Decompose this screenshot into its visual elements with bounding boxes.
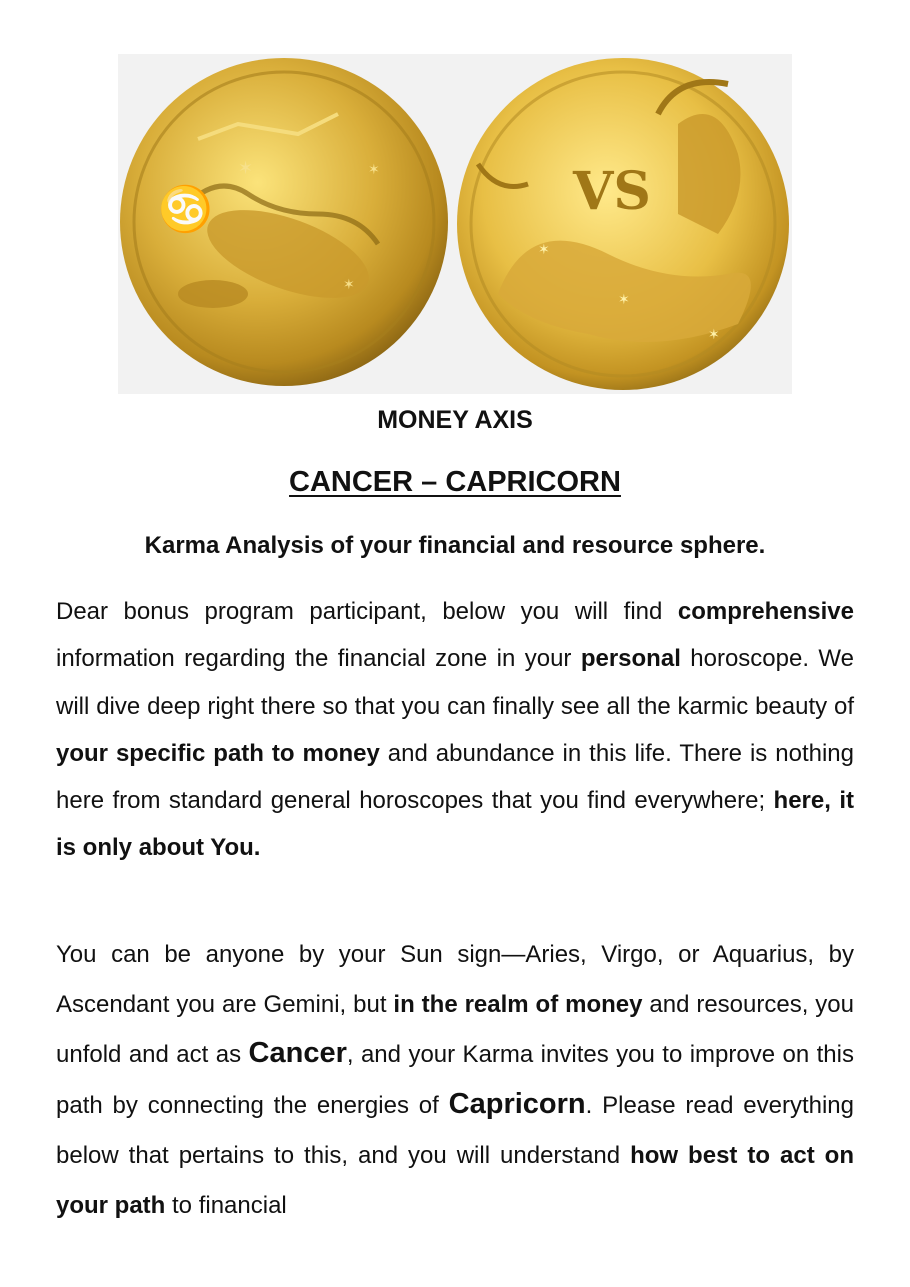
text-run: Dear bonus program participant, below you will find xyxy=(56,598,678,625)
page-subtitle: Karma Analysis of your financial and resource sphere. xyxy=(144,532,766,559)
capricorn-glyph: VS xyxy=(573,161,651,222)
text-run: and resources, you unfold and act as xyxy=(56,990,854,1069)
text-run: You can be anyone by your Sun sign—Aries, Virgo, or Aquarius, by Ascendant you are Gemini, but xyxy=(56,941,854,1018)
money-axis-label: MONEY AXIS xyxy=(377,406,533,434)
svg-text:✶: ✶ xyxy=(618,292,630,308)
svg-text:✶: ✶ xyxy=(368,162,380,178)
cancer-emphasis: Cancer xyxy=(248,1037,347,1070)
capricorn-coin xyxy=(457,58,789,390)
text-run: information regarding the financial zone in your xyxy=(56,645,581,673)
svg-text:✶: ✶ xyxy=(343,277,355,293)
svg-text:✶: ✶ xyxy=(708,327,720,343)
svg-text:✶: ✶ xyxy=(238,158,254,179)
svg-text:♋: ♋ xyxy=(158,184,213,235)
svg-text:✶: ✶ xyxy=(538,242,550,258)
text-run: and abundance in this life. There is nothing here from standard general horoscopes that you find everywhere; xyxy=(56,739,854,815)
bold-run: here, it is only about You. xyxy=(56,787,854,862)
bold-run: personal xyxy=(580,645,681,673)
text-run: to financial xyxy=(165,1191,287,1219)
text-run: horoscope. We will dive deep right there so that you can finally see all the karmic beauty of xyxy=(56,645,854,720)
text-run: , and your Karma invites you to improve on this path by connecting the energies of xyxy=(56,1041,854,1120)
zodiac-coins-image xyxy=(118,54,792,394)
coins-illustration xyxy=(118,54,792,394)
bold-run: comprehensive xyxy=(677,598,854,625)
bold-run: how best to act on your path xyxy=(56,1141,854,1219)
capricorn-emphasis: Capricorn xyxy=(448,1088,586,1121)
intro-paragraph xyxy=(56,588,854,872)
cancer-coin xyxy=(120,58,448,386)
page-title: CANCER – CAPRICORN xyxy=(289,466,621,498)
bold-run: your specific path to money xyxy=(56,739,380,767)
sign-paragraph xyxy=(56,930,854,1230)
bold-run: in the realm of money xyxy=(393,990,643,1018)
text-run: . Please read everything below that pertains to this, and you will understand xyxy=(56,1092,854,1169)
